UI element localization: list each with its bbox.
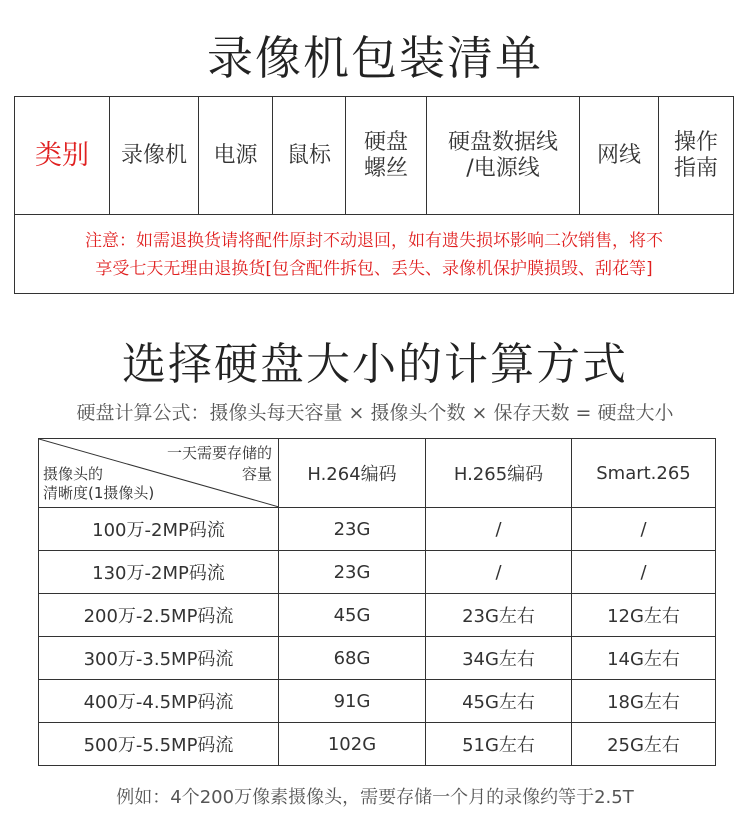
header-h265: H.265编码 (426, 439, 572, 508)
packing-items-row (15, 97, 733, 215)
item-manual: 操作 指南 (673, 129, 718, 181)
item-mouse: 鼠标 (273, 97, 346, 214)
h264-cell: 102G (279, 723, 426, 766)
corner-top-line-2: 容量 (241, 465, 272, 483)
resolution-cell: 100万-2MP码流 (39, 508, 279, 551)
smart265-cell: 18G左右 (572, 680, 716, 723)
smart265-cell: 25G左右 (572, 723, 716, 766)
hdd-capacity-table (38, 438, 716, 766)
table-header-row (39, 439, 716, 508)
header-smart265: Smart.265 (572, 439, 716, 508)
h264-cell: 45G (279, 594, 426, 637)
category-label: 类别 (15, 97, 110, 214)
h265-cell: 34G左右 (426, 637, 572, 680)
table-row (39, 594, 716, 637)
item-network-cable: 网线 (580, 97, 659, 214)
hdd-calc-title: 选择硬盘大小的计算方式 (122, 339, 628, 390)
h265-cell: 23G左右 (426, 594, 572, 637)
h264-cell: 23G (279, 551, 426, 594)
smart265-cell: 14G左右 (572, 637, 716, 680)
header-h264: H.264编码 (279, 439, 426, 508)
h265-cell: / (426, 508, 572, 551)
corner-top-line-1: 一天需要存储的 (166, 444, 272, 462)
table-row (39, 551, 716, 594)
table-row (39, 508, 716, 551)
h265-cell: 45G左右 (426, 680, 572, 723)
resolution-cell: 300万-3.5MP码流 (39, 637, 279, 680)
corner-bottom-line-1: 摄像头的 (43, 465, 104, 483)
resolution-cell: 200万-2.5MP码流 (39, 594, 279, 637)
item-hdd-screws: 硬盘 螺丝 (346, 97, 427, 214)
h265-cell: 51G左右 (426, 723, 572, 766)
hdd-formula: 硬盘计算公式：摄像头每天容量 × 摄像头个数 × 保存天数 = 硬盘大小 (76, 402, 674, 424)
h265-cell: / (426, 551, 572, 594)
packing-list-title: 录像机包装清单 (207, 31, 543, 85)
smart265-cell: 12G左右 (572, 594, 716, 637)
note-line-1: 注意：如需退换货请将配件原封不动退回，如有遗失损坏影响二次销售，将不 (85, 231, 663, 251)
item-power-supply: 电源 (199, 97, 273, 214)
resolution-cell: 400万-4.5MP码流 (39, 680, 279, 723)
item-recorder: 录像机 (110, 97, 199, 214)
note-line-2: 享受七天无理由退换货[包含配件拆包、丢失、录像机保护膜损毁、刮花等] (95, 259, 653, 279)
smart265-cell: / (572, 508, 716, 551)
packing-list-table (14, 96, 734, 294)
table-row (39, 637, 716, 680)
diagonal-header-cell (39, 439, 279, 508)
example-note: 例如：4个200万像素摄像头，需要存储一个月的录像约等于2.5T (116, 787, 634, 808)
corner-bottom-line-2: 清晰度(1摄像头) (43, 484, 155, 502)
table-row (39, 680, 716, 723)
return-policy-note (15, 215, 733, 295)
item-hdd-cables: 硬盘数据线 /电源线 (427, 97, 580, 214)
h264-cell: 68G (279, 637, 426, 680)
resolution-cell: 130万-2MP码流 (39, 551, 279, 594)
resolution-cell: 500万-5.5MP码流 (39, 723, 279, 766)
table-row (39, 723, 716, 766)
h264-cell: 23G (279, 508, 426, 551)
smart265-cell: / (572, 551, 716, 594)
h264-cell: 91G (279, 680, 426, 723)
